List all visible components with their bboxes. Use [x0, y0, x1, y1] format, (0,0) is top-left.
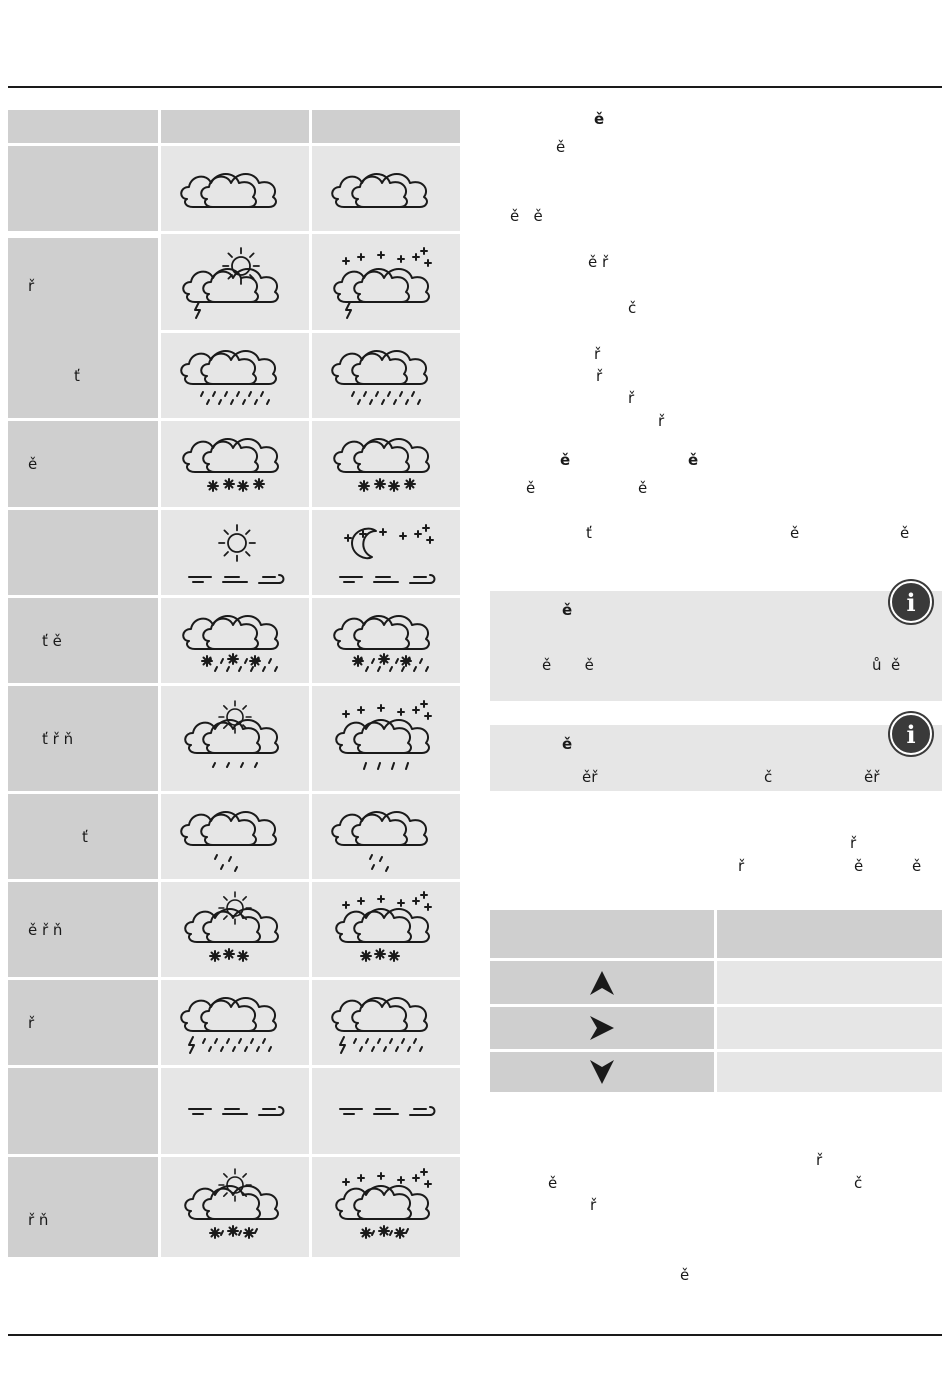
- sleet-day-icon: [175, 601, 295, 681]
- snow-day-icon: [175, 424, 295, 504]
- fog-night-icon: [326, 1071, 446, 1151]
- note-title: ě: [562, 735, 573, 753]
- condition-label: ť ě: [8, 598, 158, 683]
- table-row: [8, 510, 460, 598]
- table-row: [490, 1052, 942, 1092]
- note-text: ěř: [864, 768, 880, 786]
- body-text: č: [628, 299, 637, 317]
- header-cell-day: [161, 110, 309, 143]
- info-icon: i: [890, 713, 932, 755]
- table-row: [8, 794, 460, 882]
- body-text: ě: [790, 524, 800, 542]
- rain-showers-night-icon: [326, 699, 446, 779]
- top-rule: [8, 86, 942, 88]
- body-text: ř: [596, 367, 603, 385]
- body-text: ě: [556, 138, 566, 156]
- arrow-down-icon: [589, 1059, 615, 1085]
- light-rain-day-icon: [175, 797, 295, 877]
- body-text: ř: [590, 1196, 597, 1214]
- condition-label: ř: [8, 238, 158, 334]
- table-row: [490, 1007, 942, 1052]
- table-row: [8, 882, 460, 980]
- body-text: ě: [638, 479, 648, 497]
- header-cell-condition: [8, 110, 158, 143]
- body-text: ť: [586, 524, 592, 542]
- snow-showers-night-icon: [326, 890, 446, 970]
- condition-label: ť: [8, 333, 158, 418]
- heavy-rain-night-icon: [326, 336, 446, 416]
- table-row: [8, 146, 460, 234]
- sleet-night-icon: [326, 601, 446, 681]
- sleet-showers-day-icon: [175, 1167, 295, 1247]
- body-text: ř: [658, 412, 665, 430]
- snow-night-icon: [326, 424, 446, 504]
- info-icon: i: [890, 581, 932, 623]
- body-text: ě: [680, 1266, 690, 1284]
- section-heading: ě: [560, 451, 571, 469]
- body-text: ř: [628, 389, 635, 407]
- condition-label: [8, 510, 158, 595]
- section-heading: ě: [594, 110, 605, 128]
- heavy-rain-day-icon: [175, 336, 295, 416]
- note-text: č: [764, 768, 773, 786]
- weather-icon-table: [8, 110, 460, 1257]
- arrow-up-icon: [589, 970, 615, 996]
- clear-fog-night-icon: [326, 513, 446, 593]
- sunny-fog-day-icon: [175, 513, 295, 593]
- body-text: ř: [816, 1151, 823, 1169]
- body-text: ě: [526, 479, 536, 497]
- body-text: ě: [912, 857, 922, 875]
- header-cell: [490, 910, 714, 958]
- table-row: [8, 421, 460, 510]
- table-row: [8, 1157, 460, 1257]
- note-title: ě: [562, 601, 573, 619]
- table-row: [8, 980, 460, 1068]
- thunder-rain-night-icon: [326, 983, 446, 1063]
- body-text: č: [854, 1174, 863, 1192]
- condition-label: ě: [8, 421, 158, 507]
- cloudy-day-icon: [175, 149, 295, 229]
- note-text: ě ě: [542, 656, 594, 674]
- light-rain-night-icon: [326, 797, 446, 877]
- trend-header-row: [490, 910, 942, 961]
- body-text: ř: [738, 857, 745, 875]
- section-heading: ě: [688, 451, 699, 469]
- rain-showers-day-icon: [175, 699, 295, 779]
- body-text: ě ř: [588, 253, 609, 271]
- table-row: [8, 333, 460, 421]
- body-text: ě: [900, 524, 910, 542]
- body-text: ř: [594, 345, 601, 363]
- condition-label: ě ř ň: [8, 882, 158, 977]
- condition-label: ř: [8, 980, 158, 1065]
- condition-label: ť ř ň: [8, 686, 158, 791]
- fog-day-icon: [175, 1071, 295, 1151]
- table-row: [8, 1068, 460, 1157]
- info-note-box: [490, 719, 942, 791]
- condition-label: ř ň: [8, 1157, 158, 1257]
- body-text: ě ě: [510, 207, 543, 225]
- cloudy-night-icon: [326, 149, 446, 229]
- table-header-row: [8, 110, 460, 146]
- trend-table: [490, 910, 942, 1092]
- snow-showers-day-icon: [175, 890, 295, 970]
- bottom-rule: [8, 1334, 942, 1336]
- condition-label: ť: [8, 794, 158, 879]
- table-row: [8, 598, 460, 686]
- table-row: [490, 961, 942, 1007]
- table-row: [8, 686, 460, 794]
- thunder-rain-day-icon: [175, 983, 295, 1063]
- sleet-showers-night-icon: [326, 1167, 446, 1247]
- thunderstorm-day-icon: [175, 242, 295, 322]
- note-text: ěř: [582, 768, 598, 786]
- header-cell-night: [312, 110, 460, 143]
- arrow-right-icon: [589, 1015, 615, 1041]
- thunderstorm-night-icon: [326, 242, 446, 322]
- body-text: ř: [850, 834, 857, 852]
- note-text: ů ě: [872, 656, 901, 674]
- condition-label: [8, 146, 158, 231]
- body-text: ě: [548, 1174, 558, 1192]
- info-note-box: [490, 587, 942, 701]
- header-cell: [717, 910, 942, 958]
- condition-label: [8, 1068, 158, 1154]
- table-row: [8, 234, 460, 333]
- body-text: ě: [854, 857, 864, 875]
